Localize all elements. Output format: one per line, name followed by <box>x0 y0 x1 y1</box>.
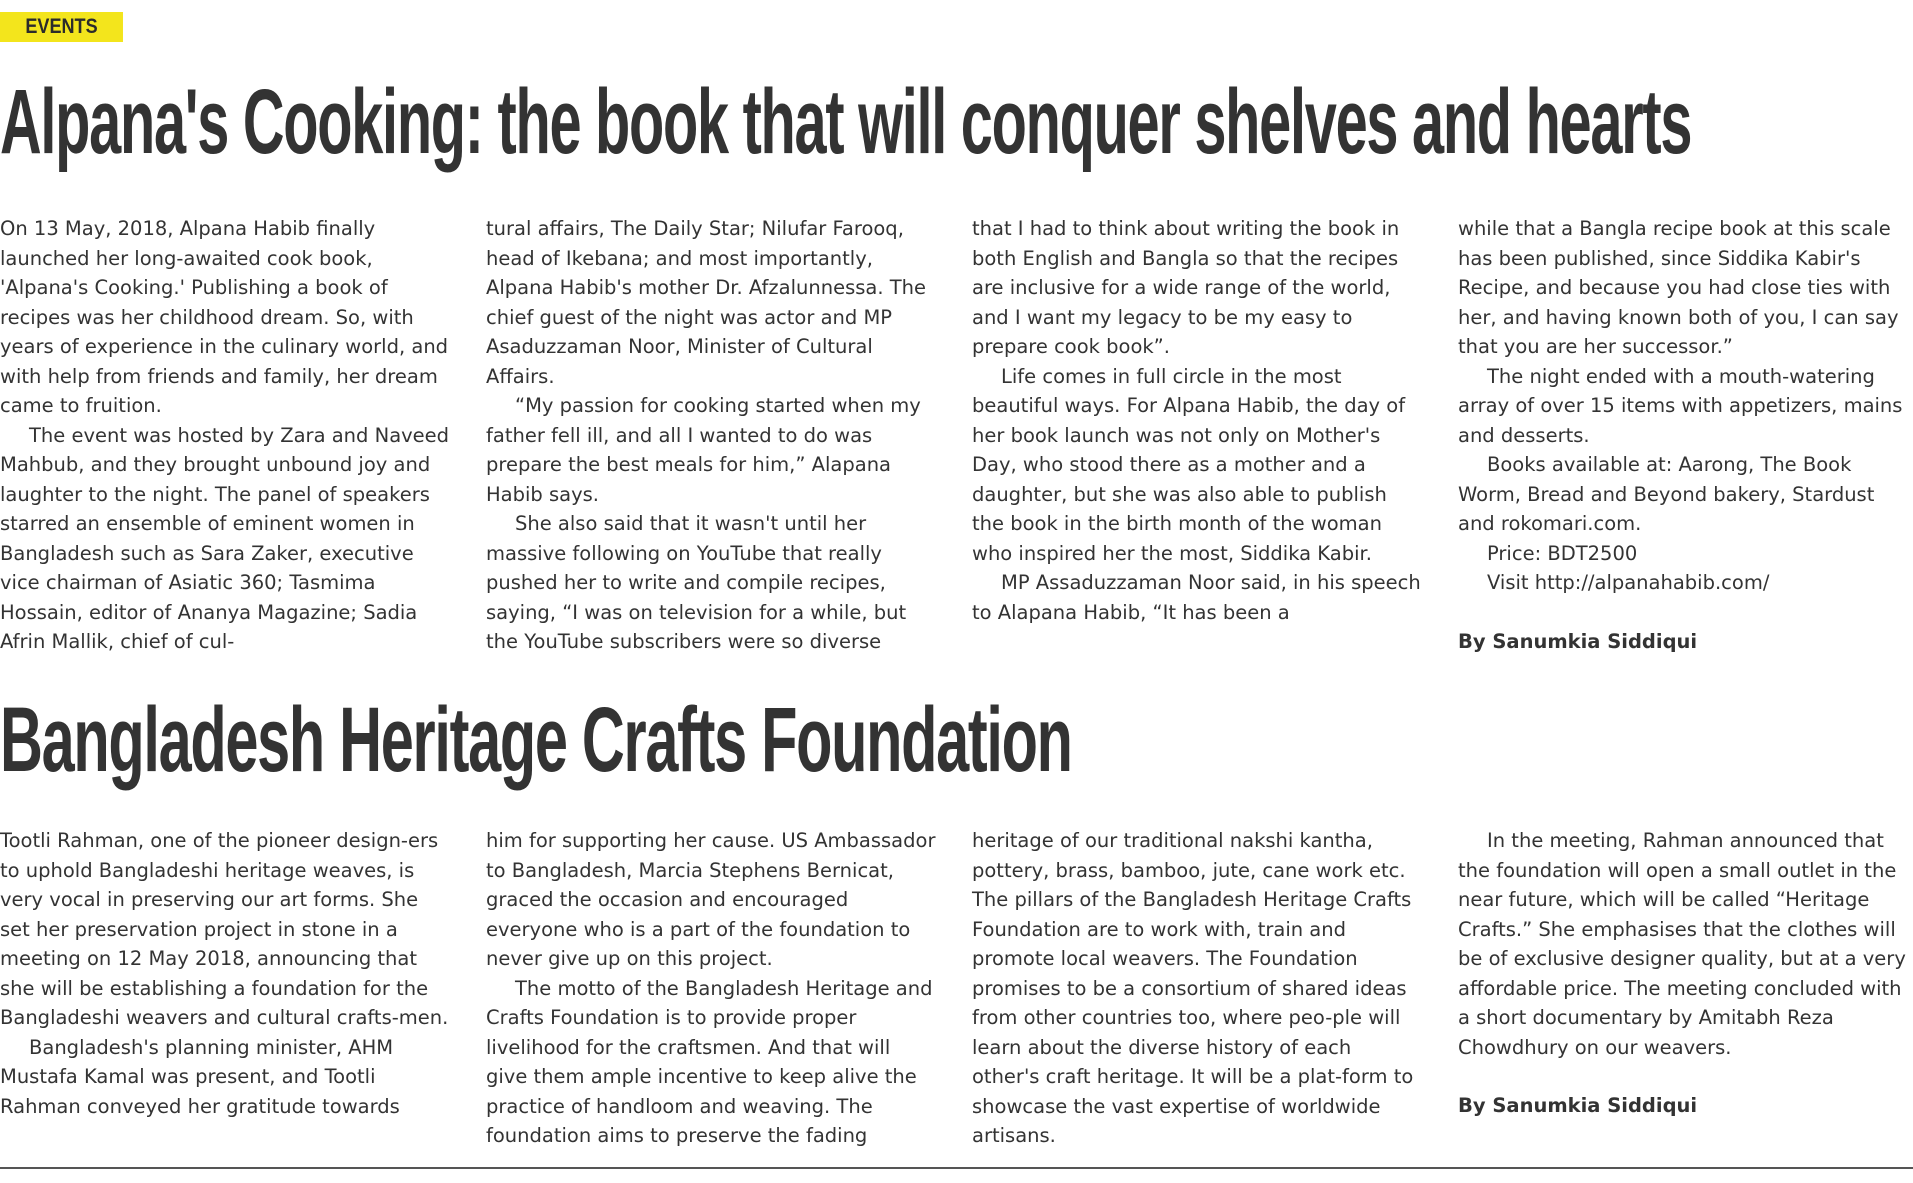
article-1-col-4-paragraph-3: Books available at: Aarong, The Book Worm, Bread and Beyond bakery, Stardust and rokomari.com. <box>1458 453 1875 535</box>
article-2-column-4 <box>1458 826 1908 1121</box>
article-1-col-3-paragraph-3: MP Assaduzzaman Noor said, in his speech to Alapana Habib, “It has been a <box>972 571 1421 624</box>
article-1-column-2 <box>486 214 936 657</box>
article-2-col-1-paragraph-1: Tootli Rahman, one of the pioneer design-ers to uphold Bangladeshi heritage weaves, is very vocal in preserving our art forms. She set her preservation project in stone in a meeting on 12 May 2018, announcing that she will be establishing a foundation for the Bangladeshi weavers and cultural crafts-men. <box>0 829 449 1029</box>
article-2-col-1-paragraph-2: Bangladesh's planning minister, AHM Mustafa Kamal was present, and Tootli Rahman conveyed her gratitude towards <box>0 1035 400 1118</box>
article-2-byline: By Sanumkia Siddiqui <box>1458 1094 1698 1117</box>
article-2-column-1 <box>0 826 450 1121</box>
article-2-column-3 <box>972 826 1422 1151</box>
article-1-column-1 <box>0 214 450 657</box>
article-1-col-4-paragraph-1: while that a Bangla recipe book at this scale has been published, since Siddika Kabir's Recipe, and because you had close ties with her, and having known both of you, I can say that you are her successor.” <box>1458 217 1899 358</box>
article-1-column-3 <box>972 214 1422 627</box>
article-1-price: Price: BDT2500 <box>1487 541 1638 565</box>
article-1-col-3-paragraph-1: that I had to think about writing the book in both English and Bangla so that the recipes are inclusive for a wide range of the world, and I want my legacy to be my easy to prepare cook book”. <box>972 217 1400 358</box>
article-2-col-2-paragraph-1: him for supporting her cause. US Ambassador to Bangladesh, Marcia Stephens Bernicat, graced the occasion and encouraged everyone who is a part of the foundation to never give up on this project. <box>486 829 936 970</box>
section-tag-events: EVENTS <box>0 12 123 42</box>
article-2-col-2-paragraph-2: The motto of the Bangladesh Heritage and Crafts Foundation is to provide proper livelihood for the craftsmen. And that will give them ample incentive to keep alive the practice of handloom and weaving. The foundation aims to preserve the fading <box>486 976 933 1147</box>
article-2-headline: Bangladesh Heritage Crafts Foundation <box>0 689 1072 791</box>
article-1-col-1-paragraph-1: On 13 May, 2018, Alpana Habib finally launched her long-awaited cook book, 'Alpana's Cooking.' Publishing a book of recipes was her childhood dream. So, with years of experience in the culinary world, and with help from friends and family, her dream came to fruition. <box>0 217 449 417</box>
article-1-headline: Alpana's Cooking: the book that will conquer shelves and hearts <box>0 71 1692 173</box>
article-1-website: Visit http://alpanahabib.com/ <box>1487 571 1770 594</box>
article-1-col-4-paragraph-2: The night ended with a mouth-watering array of over 15 items with appetizers, mains and desserts. <box>1458 364 1903 447</box>
article-1-col-1-paragraph-2: The event was hosted by Zara and Naveed Mahbub, and they brought unbound joy and laughter to the night. The panel of speakers starred an ensemble of eminent women in Bangladesh such as Sara Zaker, executive vice chairman of Asiatic 360; Tasmima Hossain, editor of Ananya Magazine; Sadia Afrin Mallik, chief of cul- <box>0 423 450 653</box>
article-2-column-2 <box>486 826 936 1151</box>
article-2-col-4-paragraph-1: In the meeting, Rahman announced that the foundation will open a small outlet in the near future, which will be called “Heritage Crafts.” She emphasises that the clothes will be of exclusive designer quality, but at a very affordable price. The meeting concluded with a short documentary by Amitabh Reza Chowdhury on our weavers. <box>1458 829 1906 1059</box>
bottom-divider <box>0 1167 1913 1169</box>
article-1-col-2-paragraph-1: tural affairs, The Daily Star; Nilufar Farooq, head of Ikebana; and most importantly, Alpana Habib's mother Dr. Afzalunnessa. The chief guest of the night was actor and MP Asaduzzaman Noor, Minister of Cultural Affairs. <box>486 217 926 388</box>
article-2-col-3-paragraph-1: heritage of our traditional nakshi kantha, pottery, brass, bamboo, jute, cane work etc. The pillars of the Bangladesh Heritage Crafts Foundation are to work with, train and promote local weavers. The Foundation promises to be a consortium of shared ideas from other countries too, where peo-ple will learn about the diverse history of each other's craft heritage. It will be a plat-form to showcase the vast expertise of worldwide artisans. <box>972 829 1414 1147</box>
article-1-col-3-paragraph-2: Life comes in full circle in the most beautiful ways. For Alpana Habib, the day of her book launch was not only on Mother's Day, who stood there as a mother and a daughter, but she was also able to publish the book in the birth month of the woman who inspired her the most, Siddika Kabir. <box>972 364 1406 565</box>
article-1-col-2-paragraph-3: She also said that it wasn't until her massive following on YouTube that really pushed her to write and compile recipes, saying, “I was on television for a while, but the YouTube subscribers were so diverse <box>486 512 907 653</box>
article-1-col-2-paragraph-2: “My passion for cooking started when my father fell ill, and all I wanted to do was prepare the best meals for him,” Alapana Habib says. <box>486 394 921 506</box>
article-1-column-4 <box>1458 214 1908 656</box>
article-1-byline: By Sanumkia Siddiqui <box>1458 629 1698 653</box>
